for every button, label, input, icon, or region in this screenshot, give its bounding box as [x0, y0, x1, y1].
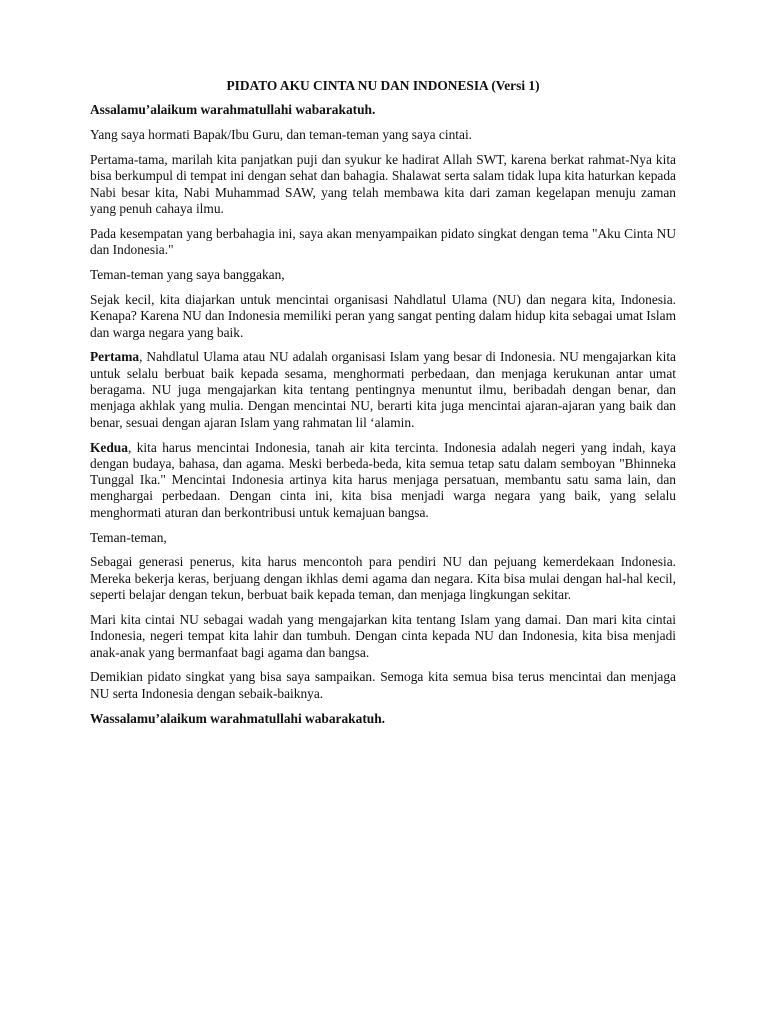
second-point-text: , kita harus mencintai Indonesia, tanah air kita tercinta. Indonesia adalah negeri yang indah, kaya dengan budaya, bahasa, dan agama. Meski berbeda-beda, kita semua tetap satu dalam semboyan "Bhinneka Tunggal Ika." Mencintai Indonesia artinya kita harus menjaga persatuan, membantu satu sama lain, dan menghargai perbedaan. Dengan cinta ini, kita bisa menjadi warga negara yang baik, yang selalu menghormati aturan dan berkontribusi untuk kemajuan bangsa.: [90, 439, 676, 520]
paragraph-opening: Pertama-tama, marilah kita panjatkan puji dan syukur ke hadirat Allah SWT, karena berkat rahmat-Nya kita bisa berkumpul di tempat ini dengan sehat dan bahagia. Shalawat serta salam tidak lupa kita haturkan kepada Nabi besar kita, Nabi Muhammad SAW, yang telah membawa kita dari zaman kegelapan menuju zaman yang penuh cahaya ilmu.: [90, 152, 676, 216]
first-point-lead: Pertama: [90, 349, 140, 365]
paragraph-invitation: Mari kita cintai NU sebagai wadah yang mengajarkan kita tentang Islam yang damai. Dan mari kita cintai Indonesia, negeri tempat kita lahir dan tumbuh. Dengan cinta kepada NU dan Indonesia, kita bisa menjadi anak-anak yang bermanfaat bagi agama dan bangsa.: [90, 611, 676, 660]
first-point-text: , Nahdlatul Ulama atau NU adalah organisasi Islam yang besar di Indonesia. NU mengajarkan kita untuk selalu berbuat baik kepada sesama, menghormati perbedaan, dan menjaga kerukunan antar umat beragama. NU juga mengajarkan kita tentang pentingnya menuntut ilmu, beribadah dengan benar, dan menjaga akhlak yang mulia. Dengan mencintai NU, berarti kita juga mencintai ajaran-ajaran yang baik dan benar, sesuai dengan ajaran Islam yang rahmatan lil ‘alamin.: [90, 349, 676, 430]
document-page: [90, 78, 676, 736]
paragraph-intro: Sejak kecil, kita diajarkan untuk mencintai organisasi Nahdlatul Ulama (NU) dan negara kita, Indonesia. Kenapa? Karena NU dan Indonesia memiliki peran yang sangat penting dalam hidup kita sebagai umat Islam dan warga negara yang baik.: [90, 291, 676, 340]
paragraph-salutation: Yang saya hormati Bapak/Ibu Guru, dan teman-teman yang saya cintai.: [90, 127, 473, 143]
paragraph-address-friends: Teman-teman yang saya banggakan,: [90, 267, 285, 283]
closing-farewell: Wassalamu’alaikum warahmatullahi wabarakatuh.: [90, 710, 386, 726]
document-title: PIDATO AKU CINTA NU DAN INDONESIA (Versi 1): [226, 78, 540, 93]
paragraph-address-short: Teman-teman,: [90, 529, 167, 545]
paragraph-second-point: [90, 440, 676, 521]
paragraph-generation: Sebagai generasi penerus, kita harus mencontoh para pendiri NU dan pejuang kemerdekaan Indonesia. Mereka bekerja keras, berjuang dengan ikhlas demi agama dan negara. Kita bisa mulai dengan hal-hal kecil, seperti belajar dengan tekun, berbuat baik kepada teman, dan menjaga lingkungan sekitar.: [90, 554, 676, 603]
paragraph-closing: Demikian pidato singkat yang bisa saya sampaikan. Semoga kita semua bisa terus mencintai dan menjaga NU serta Indonesia dengan sebaik-baiknya.: [90, 669, 676, 701]
second-point-lead: Kedua: [90, 439, 128, 455]
paragraph-first-point: [90, 349, 676, 430]
paragraph-theme: Pada kesempatan yang berbahagia ini, saya akan menyampaikan pidato singkat dengan tema "Aku Cinta NU dan Indonesia.": [90, 225, 676, 258]
opening-greeting: Assalamu’alaikum warahmatullahi wabarakatuh.: [90, 102, 376, 118]
